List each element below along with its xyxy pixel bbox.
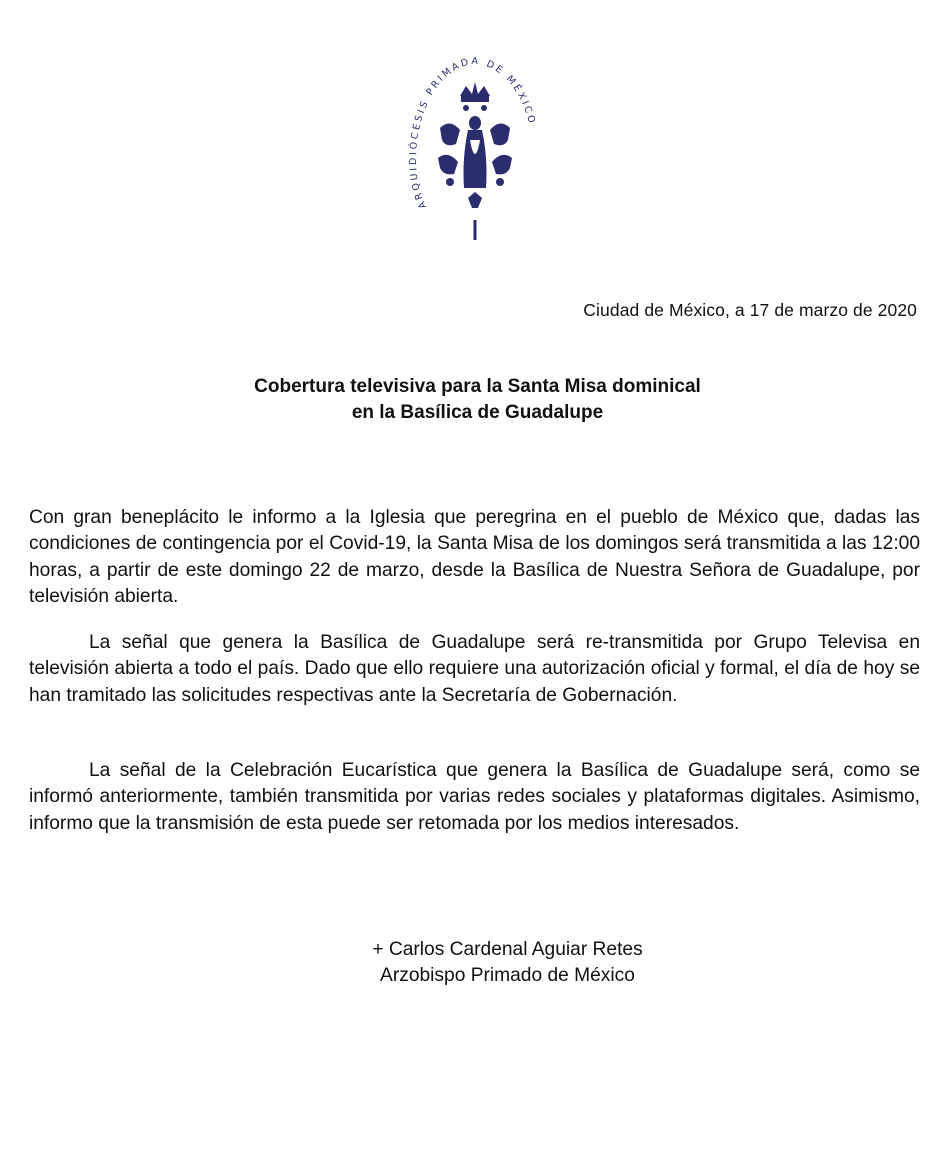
signature-block <box>0 937 945 989</box>
date-line: Ciudad de México, a 17 de marzo de 2020 <box>583 300 917 320</box>
signature-role: Arzobispo Primado de México <box>380 965 635 986</box>
mitre-icon <box>460 82 490 111</box>
document-title <box>0 374 945 426</box>
signature-name: + Carlos Cardenal Aguiar Retes <box>372 939 643 960</box>
seal-arc-text: ARQUIDIÓCESIS PRIMADA DE MÉXICO <box>408 55 538 211</box>
base-cross-icon <box>468 192 482 240</box>
paragraph-2: La señal que genera la Basílica de Guadalupe será re-transmitida por Grupo Televisa en televisión abierta a todo el país. Dado que ello requiere una autorización oficial y formal, el día de hoy se han tramitado las solicitudes respectivas ante la Secretaría de Gobernación. <box>29 632 920 706</box>
paragraph-1: Con gran beneplácito le informo a la Iglesia que peregrina en el pueblo de México que, dadas las condiciones de contingencia por el Covid-19, la Santa Misa de los domingos será transmitida a las 12:00 horas, a partir de este domingo 22 de marzo, desde la Basílica de Nuestra Señora de Guadalupe, por televisión abierta. <box>29 507 920 608</box>
archdiocese-seal-logo <box>400 48 550 248</box>
title-line-2: en la Basílica de Guadalupe <box>351 402 604 423</box>
title-line-1: Cobertura televisiva para la Santa Misa dominical <box>254 376 701 397</box>
seal-svg <box>400 48 550 248</box>
virgin-figure-icon <box>464 116 487 188</box>
paragraph-3: La señal de la Celebración Eucarística que genera la Basílica de Guadalupe será, como se informó anteriormente, también transmitida por varias redes sociales y plataformas digitales. Asimismo, informo que la transmisión de esta puede ser retomada por los medios interesados. <box>29 760 920 834</box>
